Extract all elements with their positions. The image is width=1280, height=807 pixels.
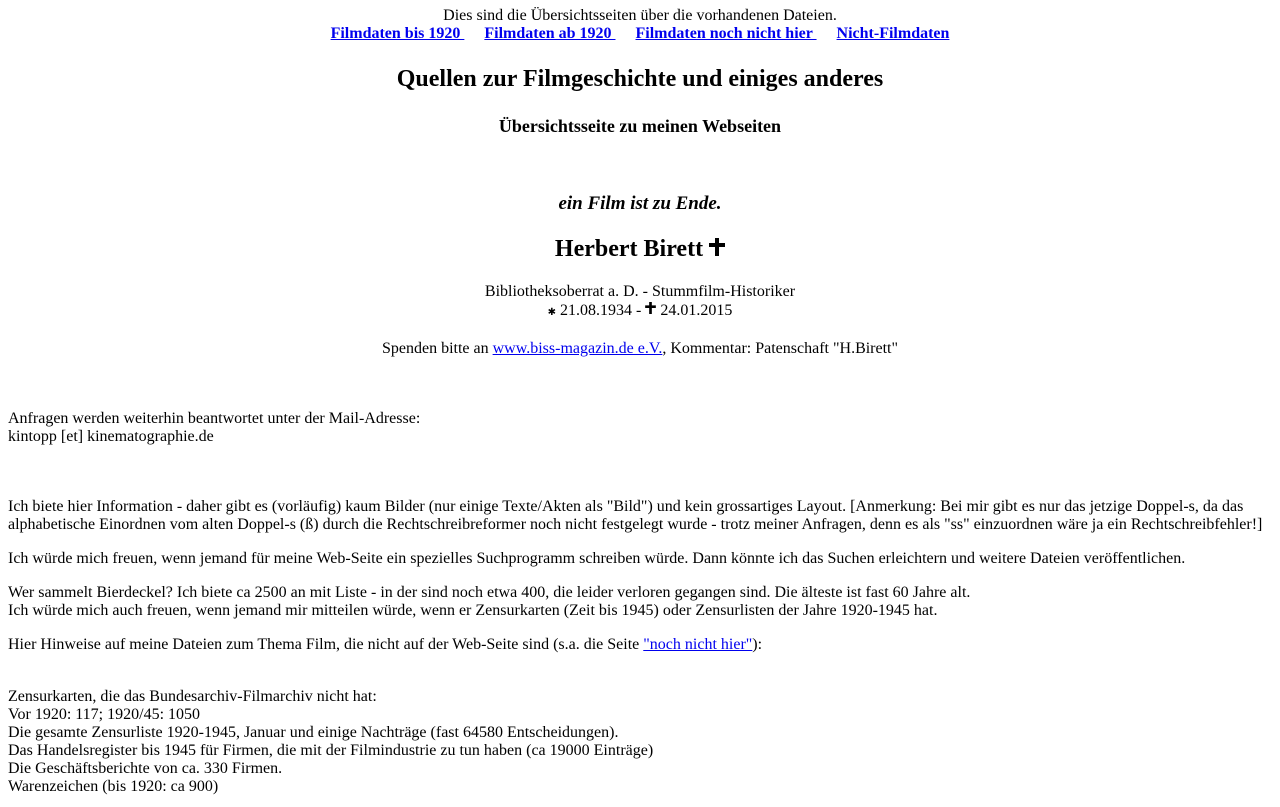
files-list [8, 688, 1272, 796]
hinweis-suffix: ): [752, 636, 763, 653]
page-subtitle: Übersichtsseite zu meinen Webseiten [498, 116, 782, 136]
nav-link-filmdaten-noch-nicht-hier[interactable]: Filmdaten noch nicht hier [635, 25, 817, 42]
nav-link-filmdaten-bis-1920[interactable]: Filmdaten bis 1920 [330, 25, 465, 42]
list-item: Warenzeichen (bis 1920: ca 900) [8, 778, 219, 795]
intro-text: Dies sind die Übersichtsseiten über die vorhandenen Dateien. [443, 7, 837, 24]
list-item: Das Handelsregister bis 1945 für Firmen, die mit der Filmindustrie zu tun haben (ca 19000 Einträge) [8, 742, 654, 759]
donation-prefix: Spenden bitte an [381, 340, 493, 357]
life-dates [8, 301, 1272, 322]
page-content [0, 7, 1280, 796]
person-role: Bibliotheksoberrat a. D. - Stummfilm-Historiker [484, 283, 796, 300]
noch-nicht-hier-link[interactable]: "noch nicht hier" [643, 636, 753, 653]
list-item: Vor 1920: 117; 1920/45: 1050 [8, 706, 201, 723]
zensur-line: Ich würde mich auch freuen, wenn jemand mir mitteilen würde, wenn er Zensurkarten (Zeit bis 1945) oder Zensurlisten der Jahre 1920-1945 hat. [8, 602, 938, 619]
contact-block [8, 410, 1272, 446]
donation-link[interactable]: www.biss-magazin.de e.V. [492, 340, 663, 357]
search-paragraph: Ich würde mich freuen, wenn jemand für meine Web-Seite ein spezielles Suchprogramm schreiben würde. Dann könnte ich das Suchen erleichtern und weitere Dateien veröffentlichen. [8, 550, 1186, 567]
nav-link-filmdaten-ab-1920[interactable]: Filmdaten ab 1920 [484, 25, 616, 42]
bierdeckel-line: Wer sammelt Bierdeckel? Ich biete ca 2500 an mit Liste - in der sind noch etwa 400, die leider verloren gegangen sind. Die älteste ist fast 60 Jahre alt. [8, 584, 971, 601]
death-date: 24.01.2015 [660, 302, 733, 319]
contact-email: kintopp [et] kinematographie.de [8, 428, 214, 445]
contact-line: Anfragen werden weiterhin beantwortet unter der Mail-Adresse: [8, 410, 421, 427]
list-item: Zensurkarten, die das Bundesarchiv-Filmarchiv nicht hat: [8, 688, 377, 705]
page-title: Quellen zur Filmgeschichte und einiges anderes [396, 66, 884, 92]
list-item: Die gesamte Zensurliste 1920-1945, Januar und einige Nachträge (fast 64580 Entscheidungen). [8, 724, 619, 741]
list-item: Die Geschäftsberichte von ca. 330 Firmen. [8, 760, 283, 777]
person-name: Herbert Birett [554, 236, 704, 262]
info-paragraph: Ich biete hier Information - daher gibt es (vorläufig) kaum Bilder (nur einige Texte/Akten als "Bild") und kein grossartiges Layout. [Anmerkung: Bei mir gibt es nur das jetzige Doppel-s, da das alphabetische Einordnen vom alten Doppel-s (ß) durch die Rechtschreibreformer noch nicht festgelegt wurde - trotz meiner Anfragen, denn es als "ss" einzuordnen wäre ja ein Rechtschreibfehler!] [8, 498, 1263, 533]
donation-suffix: , Kommentar: Patenschaft "H.Birett" [662, 340, 899, 357]
person-heading [8, 235, 1272, 263]
cross-icon [709, 235, 725, 263]
donation-line [8, 340, 1272, 358]
bierdeckel-paragraph [8, 584, 1272, 620]
birth-star-icon: ✱ [547, 307, 557, 318]
death-cross-icon [645, 301, 656, 319]
main-nav [8, 25, 1272, 43]
nav-link-nicht-filmdaten[interactable]: Nicht-Filmdaten [836, 25, 950, 42]
hinweis-paragraph [8, 636, 1272, 654]
hinweis-prefix: Hier Hinweise auf meine Dateien zum Thema Film, die nicht auf der Web-Seite sind (s.a. die Seite [8, 636, 644, 653]
birth-date: 21.08.1934 - [560, 302, 642, 319]
memorial-tagline: ein Film ist zu Ende. [558, 193, 722, 214]
